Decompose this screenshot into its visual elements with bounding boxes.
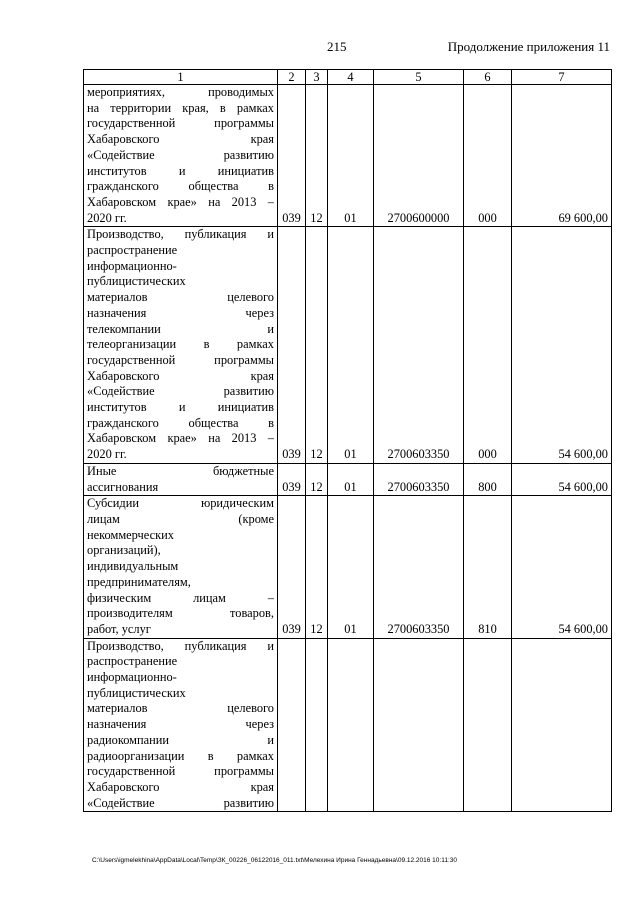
- cell-grbs: 039: [278, 463, 306, 495]
- table-row: [84, 638, 612, 812]
- cell-vr: 000: [464, 85, 512, 227]
- description-line: гражданского общества в: [87, 179, 274, 194]
- cell-grbs: 039: [278, 227, 306, 464]
- description-line: физическим лицам –: [87, 590, 274, 605]
- description-line: распространение: [87, 654, 178, 669]
- cell-csr: 2700600000: [374, 85, 464, 227]
- description-line: 2020 гг.: [87, 210, 127, 225]
- description-line: телекомпании и: [87, 321, 274, 336]
- description-line: 2020 гг.: [87, 447, 127, 462]
- cell-csr: 2700603350: [374, 463, 464, 495]
- description-line: назначения через: [87, 717, 274, 732]
- table-row: [84, 463, 612, 495]
- description-line: «Содействие развитию: [87, 795, 274, 810]
- table-body: [84, 85, 612, 812]
- cell-rz: 12: [306, 227, 328, 464]
- cell-amount: 69 600,00: [512, 85, 612, 227]
- description-line: радиокомпании и: [87, 732, 274, 747]
- description-line: телеорганизации в рамках: [87, 337, 274, 352]
- description-line: на территории края, в рамках: [87, 100, 274, 115]
- description-line: публицистических: [87, 274, 186, 289]
- description-line: Хабаровского края: [87, 368, 274, 383]
- description-line: материалов целевого: [87, 290, 274, 305]
- column-header: 5: [374, 70, 464, 85]
- description-line: мероприятиях, проводимых: [87, 85, 274, 99]
- description-line: распространение: [87, 243, 178, 258]
- description-line: лицам (кроме: [87, 511, 274, 526]
- description-line: институтов и инициатив: [87, 163, 274, 178]
- row-description: [84, 496, 278, 638]
- description-line: Субсидии юридическим: [87, 496, 274, 511]
- column-header: 4: [328, 70, 374, 85]
- description-line: Хабаровского края: [87, 132, 274, 147]
- description-line: работ, услуг: [87, 621, 151, 636]
- appendix-label: Продолжение приложения 11: [447, 39, 610, 54]
- description-line: «Содействие развитию: [87, 384, 274, 399]
- description-line: производителям товаров,: [87, 606, 274, 621]
- description-line: государственной программы: [87, 116, 274, 131]
- cell-vr: [464, 638, 512, 812]
- row-description: [84, 638, 278, 812]
- file-path-footer: C:\Users\igmelekhina\AppData\Local\Temp\ЗК_00226_06122016_011.txt\Мелехина Ирина Геннадьевна\09.12.2016 10:11:30: [92, 857, 457, 864]
- description-line: государственной программы: [87, 352, 274, 367]
- cell-rz: 12: [306, 85, 328, 227]
- description-line: радиоорганизации в рамках: [87, 748, 274, 763]
- description-line: Хабаровском крае» на 2013 –: [87, 431, 274, 446]
- row-description: [84, 463, 278, 495]
- cell-pr: 01: [328, 227, 374, 464]
- description-line: Производство, публикация и: [87, 638, 274, 653]
- column-header: 7: [512, 70, 612, 85]
- column-header: 1: [84, 70, 278, 85]
- cell-rz: 12: [306, 463, 328, 495]
- description-line: ассигнования: [87, 479, 159, 494]
- description-line: институтов и инициатив: [87, 400, 274, 415]
- cell-vr: 800: [464, 463, 512, 495]
- description-line: информационно-: [87, 670, 177, 685]
- cell-amount: [512, 638, 612, 812]
- description-line: Производство, публикация и: [87, 227, 274, 242]
- row-description: [84, 85, 278, 227]
- cell-amount: 54 600,00: [512, 227, 612, 464]
- description-line: информационно-: [87, 258, 177, 273]
- cell-pr: 01: [328, 496, 374, 638]
- cell-grbs: [278, 638, 306, 812]
- table-row: [84, 85, 612, 227]
- cell-grbs: 039: [278, 85, 306, 227]
- table-row: [84, 496, 612, 638]
- description-line: Хабаровского края: [87, 779, 274, 794]
- row-description: [84, 227, 278, 464]
- description-line: «Содействие развитию: [87, 147, 274, 162]
- description-line: публицистических: [87, 685, 186, 700]
- cell-amount: 54 600,00: [512, 496, 612, 638]
- description-line: материалов целевого: [87, 701, 274, 716]
- description-line: предпринимателям,: [87, 574, 191, 589]
- cell-csr: 2700603350: [374, 227, 464, 464]
- description-line: государственной программы: [87, 764, 274, 779]
- budget-table: [83, 69, 612, 812]
- table-row: [84, 227, 612, 464]
- page-number: 215: [327, 39, 347, 54]
- cell-pr: 01: [328, 463, 374, 495]
- description-line: Иные бюджетные: [87, 463, 274, 478]
- cell-pr: [328, 638, 374, 812]
- cell-rz: 12: [306, 496, 328, 638]
- description-line: некоммерческих: [87, 527, 174, 542]
- description-line: гражданского общества в: [87, 415, 274, 430]
- column-header: 3: [306, 70, 328, 85]
- cell-rz: [306, 638, 328, 812]
- description-line: Хабаровском крае» на 2013 –: [87, 194, 274, 209]
- cell-vr: 810: [464, 496, 512, 638]
- description-line: организаций),: [87, 543, 161, 558]
- cell-amount: 54 600,00: [512, 463, 612, 495]
- column-header: 6: [464, 70, 512, 85]
- cell-csr: [374, 638, 464, 812]
- cell-grbs: 039: [278, 496, 306, 638]
- cell-csr: 2700603350: [374, 496, 464, 638]
- description-line: индивидуальным: [87, 559, 179, 574]
- column-header: 2: [278, 70, 306, 85]
- cell-pr: 01: [328, 85, 374, 227]
- description-line: назначения через: [87, 305, 274, 320]
- table-header-row: [84, 70, 612, 85]
- cell-vr: 000: [464, 227, 512, 464]
